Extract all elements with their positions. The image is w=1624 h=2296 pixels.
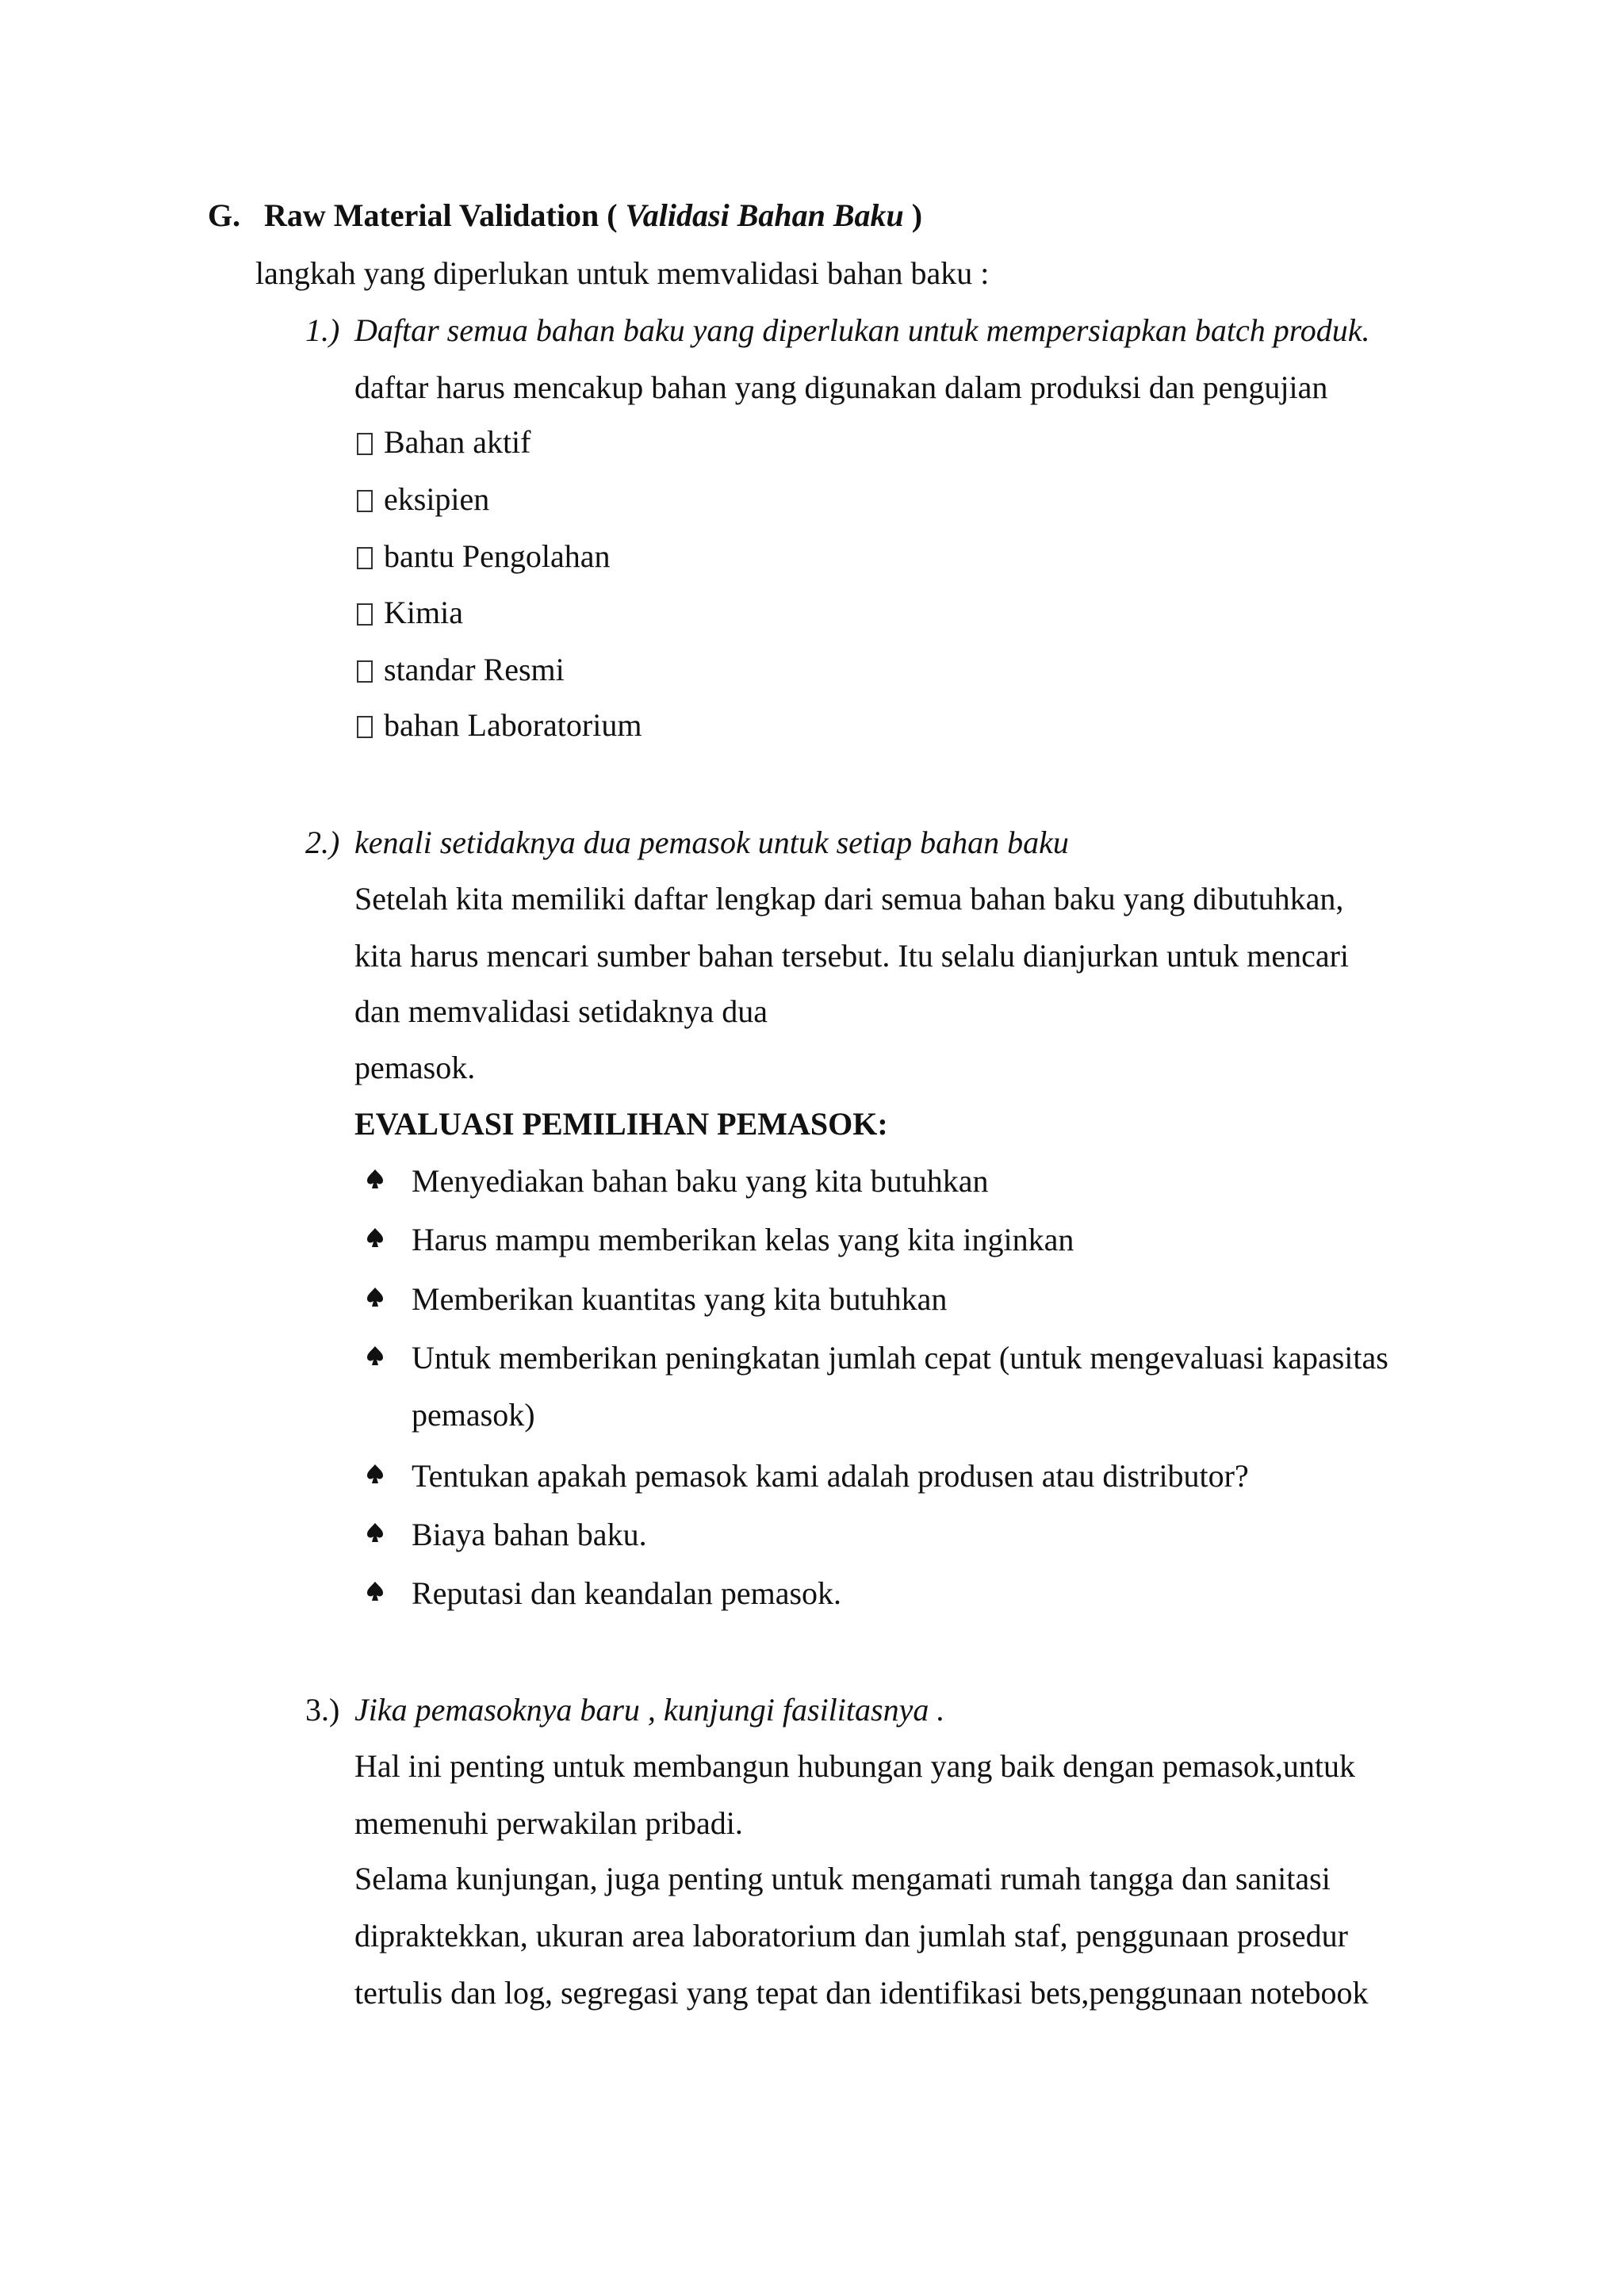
section-intro: langkah yang diperlukan untuk memvalidasi bahan baku : (255, 255, 990, 291)
step3-paragraph-line: dipraktekkan, ukuran area laboratorium dan jumlah staf, penggunaan prosedur (354, 1918, 1348, 1954)
step2-paragraph-line: pemasok. (354, 1050, 476, 1085)
checkbox-icon (357, 603, 373, 626)
spade-bullet-icon (366, 1581, 384, 1601)
list-item: Kimia (357, 597, 463, 629)
step2-paragraph-line: dan memvalidasi setidaknya dua (354, 993, 768, 1029)
spade-bullet-icon (366, 1227, 384, 1248)
step3-number: 3.) (305, 1692, 340, 1728)
section-title (264, 197, 923, 233)
step2-number: 2.) (305, 825, 340, 860)
spade-bullet-icon (366, 1287, 384, 1307)
spade-bullet-icon (366, 1345, 384, 1366)
list-item: Bahan aktif (357, 427, 531, 458)
step3-paragraph-line: tertulis dan log, segregasi yang tepat dan identifikasi bets,penggunaan notebook (354, 1975, 1369, 2011)
step2-heading: kenali setidaknya dua pemasok untuk setiap bahan baku (354, 825, 1069, 860)
list-item: eksipien (357, 484, 489, 515)
criteria-item: Menyediakan bahan baku yang kita butuhkan (412, 1163, 989, 1199)
step1-description: daftar harus mencakup bahan yang digunakan dalam produksi dan pengujian (354, 369, 1328, 405)
section-title-italic: Validasi Bahan Baku (625, 197, 904, 233)
spade-bullet-icon (366, 1169, 384, 1189)
checkbox-icon (357, 716, 373, 738)
spade-bullet-icon (366, 1464, 384, 1484)
section-letter: G. (208, 197, 241, 233)
section-title-close: ) (911, 197, 923, 233)
criteria-item: Memberikan kuantitas yang kita butuhkan (412, 1281, 948, 1317)
step3-paragraph-line: Selama kunjungan, juga penting untuk mengamati rumah tangga dan sanitasi (354, 1861, 1331, 1896)
criteria-item: Biaya bahan baku. (412, 1517, 647, 1552)
step3-heading: Jika pemasoknya baru , kunjungi fasilitasnya . (354, 1692, 945, 1728)
checkbox-icon (357, 433, 373, 455)
section-title-plain: Raw Material Validation ( (264, 197, 618, 233)
step1-number: 1.) (305, 312, 340, 348)
step3-paragraph-line: memenuhi perwakilan pribadi. (354, 1805, 743, 1841)
step2-paragraph-line: kita harus mencari sumber bahan tersebut. Itu selalu dianjurkan untuk mencari (354, 938, 1350, 974)
criteria-item: Untuk memberikan peningkatan jumlah cepat (untuk mengevaluasi kapasitas (412, 1340, 1388, 1376)
criteria-item: Harus mampu memberikan kelas yang kita inginkan (412, 1222, 1074, 1257)
criteria-item-continuation: pemasok) (412, 1397, 535, 1433)
step2-paragraph-line: Setelah kita memiliki daftar lengkap dari semua bahan baku yang dibutuhkan, (354, 881, 1344, 916)
step3-paragraph-line: Hal ini penting untuk membangun hubungan yang baik dengan pemasok,untuk (354, 1748, 1355, 1784)
checkbox-icon (357, 490, 373, 512)
criteria-item: Reputasi dan keandalan pemasok. (412, 1575, 842, 1611)
list-item: bantu Pengolahan (357, 541, 611, 572)
criteria-item: Tentukan apakah pemasok kami adalah produsen atau distributor? (412, 1458, 1249, 1494)
checkbox-icon (357, 660, 373, 683)
checkbox-icon (357, 547, 373, 569)
spade-bullet-icon (366, 1522, 384, 1543)
step1-heading: Daftar semua bahan baku yang diperlukan untuk mempersiapkan batch produk. (354, 312, 1370, 348)
list-item: standar Resmi (357, 654, 565, 686)
list-item: bahan Laboratorium (357, 710, 642, 741)
evaluation-title: EVALUASI PEMILIHAN PEMASOK: (354, 1106, 888, 1142)
